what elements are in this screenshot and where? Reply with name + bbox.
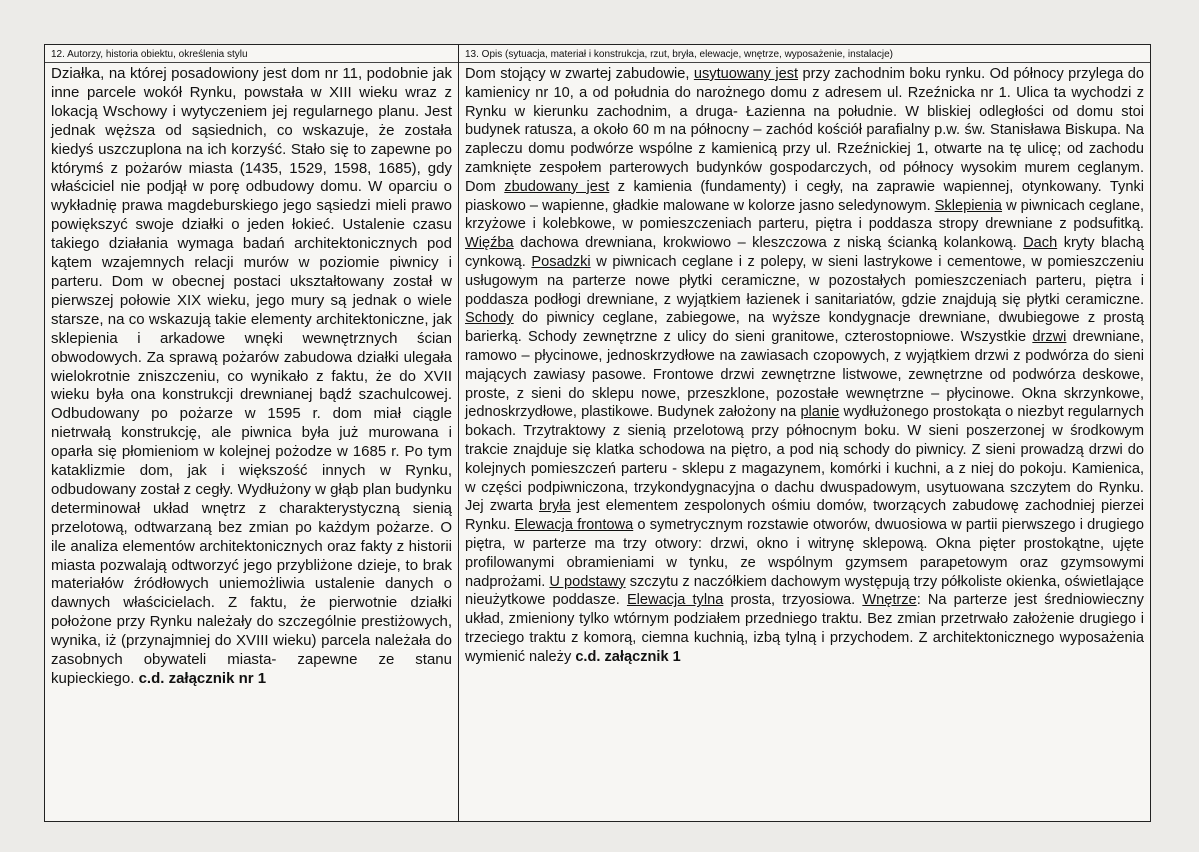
attachment-ref: c.d. załącznik 1 (575, 648, 681, 665)
description-segment: drewniane, ramowo – płycinowe, jednoskrzydłowe na zawiasach czopowych, z wyjątkiem drzwi z podwórza do sieni mających zawiasy pasowe. Frontowe drzwi zewnętrzne listwowe, zewnętrzne od podwórza deskowe, proste, z sieni do sklepu nowe, przeszklone, pozostałe wewnętrzne – płycinowe. Okna skrzynkowe, jednoskrzydłowe, plastikowe. Budynek założony na (465, 329, 1144, 421)
underlined-term: Schody (465, 310, 514, 327)
underlined-term: Więźba (465, 235, 514, 252)
description-segment: : Na parterze jest średniowieczny układ, zmieniony tylko wtórnym podziałem przedniego traktu. Bez zmian przetrwało założenie drugiego i trzeciego traktu z komorą, ciemna kuchnią, izbą tylną i przychodem. Z architektonicznego wyposażenia wymienić należy (465, 592, 1144, 665)
underlined-term: Elewacja frontowa (514, 517, 634, 534)
section-description-header: 13. Opis (sytuacja, materiał i konstrukcja, rzut, bryła, elewacje, wnętrze, wyposażenie, instalacje) (459, 49, 1150, 63)
underlined-term: Posadzki (531, 253, 591, 270)
description-segment: dachowa drewniana, krokwiowo – kleszczowa z niską ścianką kolankową. (513, 235, 1024, 252)
underlined-term: Sklepienia (934, 197, 1003, 214)
description-segment: szczytu z naczółkiem dachowym występują trzy półkoliste okienka, oświetlające nieużytkowe poddasze. (465, 573, 1144, 609)
underlined-term: Dach (1023, 235, 1058, 252)
description-segment: kryty blachą cynkową. (465, 235, 1144, 270)
section-history (45, 45, 459, 821)
underlined-term: zbudowany jest (504, 178, 610, 195)
underlined-term: planie (800, 404, 840, 421)
description-text (465, 65, 1144, 667)
underlined-term: bryła (539, 498, 571, 515)
underlined-term: Wnętrze (862, 592, 917, 609)
description-segment: Dom stojący w zwartej zabudowie, (465, 66, 694, 82)
underlined-term: usytuowany jest (693, 66, 799, 82)
description-segment: o symetrycznym rozstawie otworów, dwuosiowa w partii pierwszego i drugiego piętra, w parterze ma trzy otwory: drzwi, okno i witrynę sklepową. Okna pięter prostokątne, ujęte profilowanymi obramieniami w tynku, ze wspólnym gzymsem parapetowym oraz gzymsowymi nadprożami. (465, 517, 1144, 590)
description-segment: prosta, trzyosiowa. (723, 592, 863, 609)
document-form (44, 44, 1151, 822)
underlined-term: Elewacja tylna (626, 592, 724, 609)
description-segment: wydłużonego prostokąta o niezbyt regularnych bokach. Trzytraktowy z sienią przelotową przy północnym boku. W sieni poszerzonej w środkowym trakcie znajduje się klatka schodowa na piętro, a pod nią schody do piwnicy. Z sieni prowadzą drzwi do kolejnych pomieszczeń parteru - sklepu z magazynem, komórki i kuchni, a z niej do pokoju. Kamienica, w części podpiwniczona, trzykondygnacyjna o dachu dwuspadowym, usytuowana szczytem do Rynku. Jej zwarta (465, 404, 1145, 515)
history-text (51, 65, 452, 689)
underlined-term: drzwi (1032, 329, 1067, 346)
section-description (459, 45, 1150, 821)
history-attachment-ref: c.d. załącznik nr 1 (138, 670, 267, 687)
description-segment: w piwnicach ceglane i z polepy, w sieni lastrykowe i cementowe, w pomieszczeniu usługowym na parterze nowe płytki ceramiczne, w pozostałych pomieszczeniach parteru, piętra i poddasza podłogi drewniane, z wyjątkiem łazienek i sanitariatów, gdzie znajdują się płytki ceramiczne. (465, 253, 1144, 308)
description-segment: do piwnicy ceglane, zabiegowe, na wyższe kondygnacje drewniane, dwubiegowe z prostą barierką. Schody zewnętrzne z ulicy do sieni granitowe, czterostopniowe. Wszystkie (465, 310, 1144, 346)
description-segment: przy zachodnim boku rynku. Od północy przylega do kamienicy nr 10, a od południa do narożnego domu z adresem ul. Rzeźnicka nr 1. Ulica ta wychodzi z Rynku w kierunku zachodnim, a druga- Łazienna na południe. W bliskiej odległości od domu stoi budynek ratusza, a około 60 m na północny – zachód kościół parafialny p.w. św. Stanisława Biskupa. Na zapleczu domu podwórze wspólne z kamienicą przy ul. Rzeźnickiej 1, otwarte na tę ulicę; od zachodu zamknięte zespołem parterowych budynków gospodarczych, od północy wysokim murem ceglanym. Dom (465, 66, 1144, 195)
description-segment: z kamienia (fundamenty) i cegły, na zaprawie wapiennej, otynkowany. Tynki piaskowo – wapienne, gładkie malowane w kolorze jasno seledynowym. (465, 178, 1144, 214)
underlined-term: U podstawy (549, 573, 626, 590)
section-history-header: 12. Autorzy, historia obiektu, określenia stylu (45, 49, 458, 63)
history-body: Działka, na której posadowiony jest dom nr 11, podobnie jak inne parcele wokół Rynku, powstała w XIII wieku wraz z lokacją Wschowy i wytyczeniem jej regularnego planu. Jest jednak węższa od sąsiednich, co wskazuje, że została kiedyś uszczuplona na ich korzyść. Stało się to zapewne po którymś z pożarów miasta (1435, 1529, 1598, 1685), gdy właściciel nie podjął w porę odbudowy domu. W oparciu o wykładnię prawa magdeburskiego jego sąsiedzi mieli prawo powiększyć swoje działki o jeden łokieć. Ustalenie czasu takiego działania wymaga badań architektonicznych pod kątem wzajemnych relacji murów w poziomie piwnicy i parteru. Dom w obecnej postaci ukształtowany został w pierwszej połowie XIX wieku, jego mury są jednak o wiele starsze, na co wskazują takie elementy architektoniczne, jak sklepienia i arkadowe wnęki wewnętrznych ścian obwodowych. Za sprawą pożarów zabudowa działki ulegała wielokrotnie zniszczeniu, co wynikało z faktu, że do XVII wieku była ona konstrukcji drewnianej bądź szachulcowej. Odbudowany po pożarze w 1595 r. dom miał ciągle nietrwałą konstrukcję, ale piwnica była już murowana i oparła się płomieniom w kolejnej pożodze w 1685 r. Po tym kataklizmie dom, jak i większość innych w Rynku, odbudowany został z cegły. Wydłużony w głąb plan budynku determinował układ wnętrz z charakterystyczną sienią przelotową, odtwarzaną bez zmian po każdym pożarze. O ile analiza elementów architektonicznych oraz fakty z historii miasta pozwalają odtworzyć jego przybliżone dzieje, to brak materiałów źródłowych uniemożliwia ustalenie danych o dawnych właścicielach. Z faktu, że pierwotnie działki położone przy Rynku należały do szczególnie prestiżowych, wynika, iż (przynajmniej do XVIII wieku) parcela należała do zasobnych obywateli miasta- zapewne ze stanu kupieckiego. (51, 65, 452, 687)
description-segment: jest elementem zespolonych ośmiu domów, tworzących zabudowę zachodniej pierzei Rynku. (465, 498, 1145, 534)
description-segment: w piwnicach ceglane, krzyżowe i kolebkowe, w pomieszczeniach parteru, piętra i poddasza stropy drewniane z podsufitką. (465, 197, 1144, 233)
